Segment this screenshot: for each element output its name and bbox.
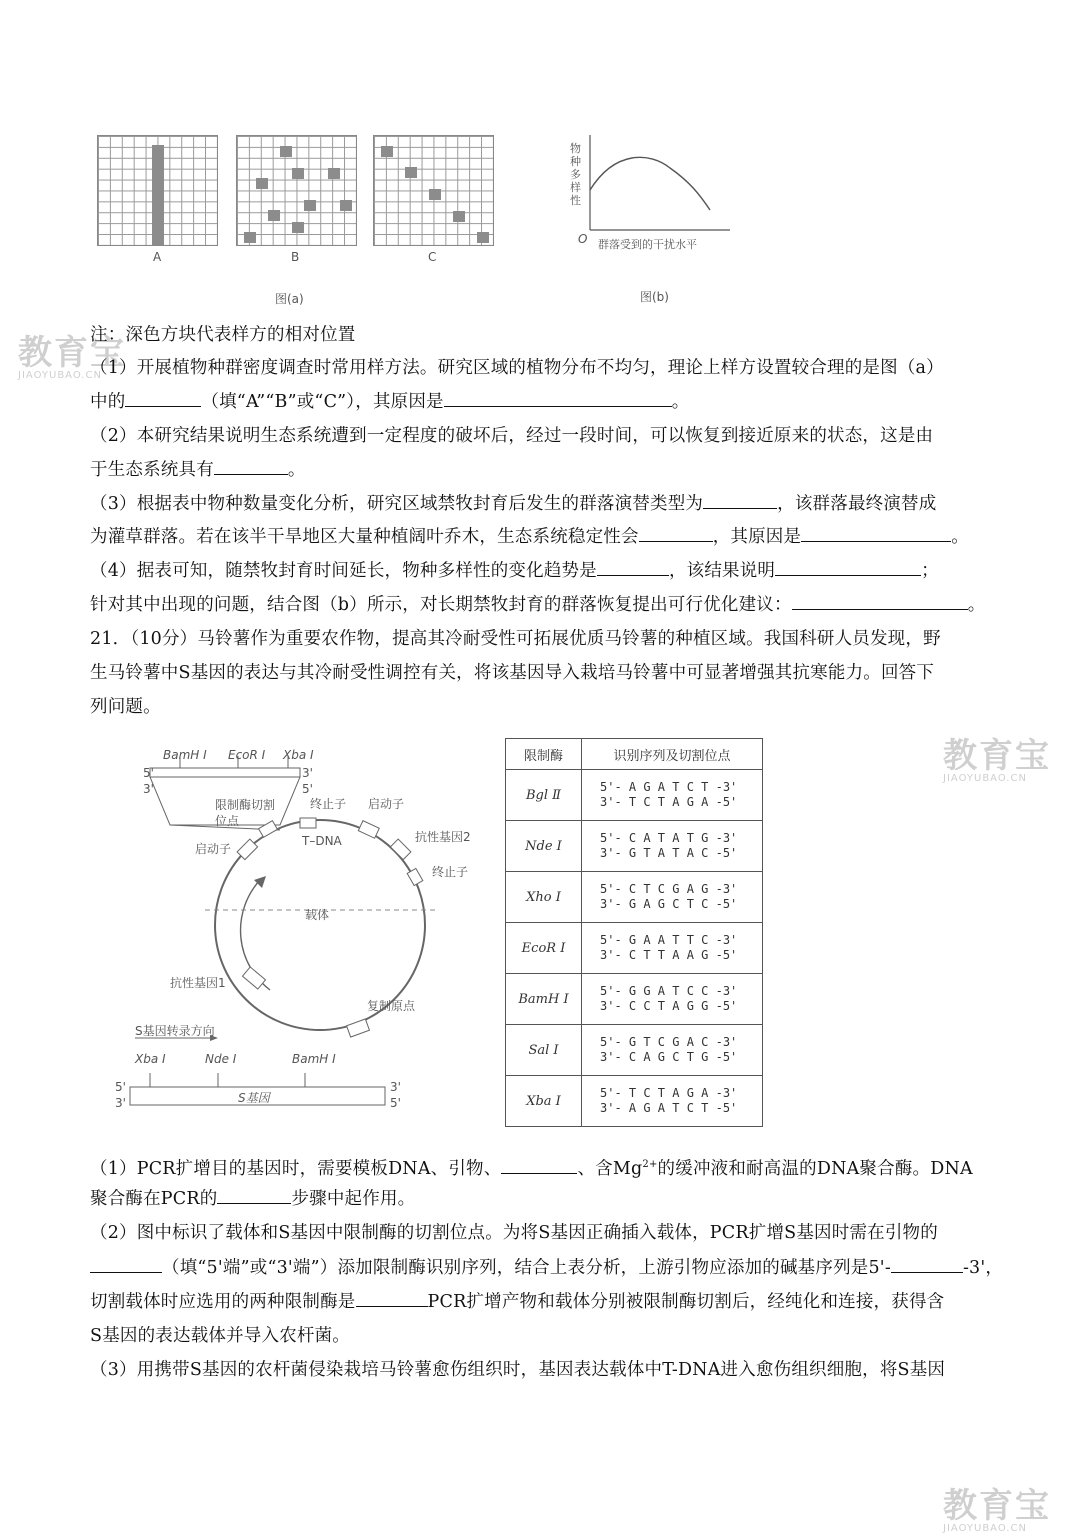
q20-part4-line2: 针对其中出现的问题，结合图（b）所示，对长期禁牧封育的群落恢复提出可行优化建议： 。 — [90, 590, 985, 620]
promoter-box — [358, 821, 379, 839]
grid-a — [97, 135, 218, 246]
label-xba1-s: Xba Ⅰ — [135, 1052, 166, 1066]
vector-dna-strip — [150, 768, 300, 777]
answer-blank[interactable] — [444, 388, 672, 407]
enzyme-sequence: 5'- G G A T C C -3' 3'- C C T A G G -5' — [582, 974, 763, 1025]
q20-part4-line1: （4）据表可知，随禁牧封育时间延长，物种多样性的变化趋势是 ，该结果说明 ； — [90, 556, 939, 586]
enzyme-sequence: 5'- C A T A T G -3' 3'- G T A T A C -5' — [582, 821, 763, 872]
enzyme-sequence: 5'- G A A T T C -3' 3'- C T T A A G -5' — [582, 923, 763, 974]
q21-part2-line4: S基因的表达载体并导入农杆菌。 — [90, 1326, 350, 1346]
sample-square — [405, 167, 417, 178]
figure-b-ylabel: 物种多样性 — [570, 142, 581, 207]
enzyme-name: Sal Ⅰ — [506, 1025, 582, 1076]
terminator-box — [300, 818, 316, 828]
origin-box — [347, 1019, 370, 1037]
answer-blank[interactable] — [703, 490, 777, 509]
sample-square — [244, 232, 256, 243]
table-header-row — [506, 739, 763, 770]
grid-c — [373, 135, 494, 246]
table-row — [506, 974, 763, 1025]
sample-square — [429, 189, 441, 200]
answer-blank[interactable] — [775, 557, 921, 576]
enzyme-name: EcoR Ⅰ — [506, 923, 582, 974]
q21-part2-line1: （2）图中标识了载体和S基因中限制酶的切割位点。为将S基因正确插入载体，PCR扩增S基因时需在引物的 — [90, 1223, 938, 1243]
label-bamh1: BamH Ⅰ — [163, 748, 207, 762]
q21-part2-line3: 切割载体时应选用的两种限制酶是 PCR扩增产物和载体分别被限制酶切割后，经纯化和连接，获得含 — [90, 1287, 944, 1317]
label-3prime: 3' — [143, 782, 154, 796]
table-row — [506, 1025, 763, 1076]
label-promoter: 启动子 — [368, 797, 405, 811]
label-resistance1: 抗性基因1 — [170, 976, 226, 990]
q21-part3-line1: （3）用携带S基因的农杆菌侵染栽培马铃薯愈伤组织时，基因表达载体中T-DNA进入愈伤组织细胞，将S基因 — [90, 1360, 946, 1380]
sample-square — [381, 146, 393, 157]
answer-blank[interactable] — [356, 1288, 428, 1307]
grid-label-a: A — [153, 250, 162, 264]
enzyme-sequence: 5'- G T C G A C -3' 3'- C A G C T G -5' — [582, 1025, 763, 1076]
q20-part1-line1: （1）开展植物种群密度调查时常用样方法。研究区域的植物分布不均匀，理论上样方设置较合理的是图（a） — [90, 358, 944, 378]
label-resistance2: 抗性基因2 — [415, 830, 471, 844]
figure-note: 注：深色方块代表样方的相对位置 — [90, 325, 356, 345]
enzyme-name: Xba Ⅰ — [506, 1076, 582, 1127]
watermark-logo: 教育宝 JIAOYUBAO.CN — [943, 1486, 1051, 1534]
sample-square — [292, 168, 304, 179]
sample-square — [304, 200, 316, 211]
table-row — [506, 770, 763, 821]
header-sequence: 识别序列及切割位点 — [582, 739, 763, 770]
label-sgene-3prime-right: 3' — [390, 1080, 401, 1094]
label-tdna: T–DNA — [302, 834, 342, 848]
figure-b-xlabel: 群落受到的干扰水平 — [598, 238, 697, 251]
sample-square — [453, 211, 465, 222]
label-3prime-right: 3' — [302, 766, 313, 780]
enzyme-sequence: 5'- C T C G A G -3' 3'- G A G C T C -5' — [582, 872, 763, 923]
q21-part1-line1: （1）PCR扩增目的基因时，需要模板DNA、引物、 、含$Mg^{2+}$的缓冲液和耐高温的DNA聚合酶。DNA — [90, 1150, 973, 1184]
label-5prime: 5' — [143, 766, 154, 780]
label-transcription-direction: S基因转录方向 — [135, 1024, 215, 1038]
answer-blank[interactable] — [801, 523, 951, 542]
answer-blank[interactable] — [891, 1254, 963, 1273]
q21-intro-line2: 生马铃薯中S基因的表达与其冷耐受性调控有关，将该基因导入栽培马铃薯中可显著增强其抗寒能力。回答下 — [90, 663, 935, 683]
figure-b-caption: 图(b) — [640, 290, 669, 304]
label-vector: 载体 — [305, 908, 330, 922]
q21-part1-line2: 聚合酶在PCR的 步骤中起作用。 — [90, 1184, 415, 1214]
table-row — [506, 923, 763, 974]
table-row — [506, 872, 763, 923]
enzyme-sequence: 5'- T C T A G A -3' 3'- A G A T C T -5' — [582, 1076, 763, 1127]
q20-part3-line2: 为灌草群落。若在该半干旱地区大量种植阔叶乔木，生态系统稳定性会 ，其原因是 。 — [90, 522, 969, 552]
answer-blank[interactable] — [125, 388, 201, 407]
header-enzyme: 限制酶 — [506, 739, 582, 770]
label-xba1: Xba Ⅰ — [283, 748, 314, 762]
label-sgene-3prime: 3' — [115, 1096, 126, 1110]
q20-part1-line2: 中的 （填“A”“B”或“C”），其原因是 。 — [90, 387, 689, 417]
answer-blank[interactable] — [217, 1185, 291, 1204]
q21-intro-line3: 列问题。 — [90, 697, 161, 717]
grid-b — [236, 135, 357, 246]
label-nde1-s: Nde Ⅰ — [205, 1052, 237, 1066]
sample-square — [477, 232, 489, 243]
label-cut-site: 限制酶切割位点 — [215, 798, 276, 828]
enzyme-name: Bgl Ⅱ — [506, 770, 582, 821]
q20-part2-line1: （2）本研究结果说明生态系统遭到一定程度的破坏后，经过一段时间，可以恢复到接近原来的状态，这是由 — [90, 426, 934, 446]
resistance1-box — [242, 967, 265, 989]
answer-blank[interactable] — [214, 456, 288, 475]
answer-blank[interactable] — [792, 591, 968, 610]
sample-square — [268, 210, 280, 221]
label-sgene-5prime-right: 5' — [390, 1096, 401, 1110]
grid-label-b: B — [291, 250, 300, 264]
enzyme-sequence: 5'- A G A T C T -3' 3'- T C T A G A -5' — [582, 770, 763, 821]
watermark-logo: 教育宝 JIAOYUBAO.CN — [18, 333, 126, 381]
figure-b-origin: O — [578, 232, 588, 246]
label-sgene-5prime: 5' — [115, 1080, 126, 1094]
diversity-curve — [590, 157, 710, 210]
sample-strip — [152, 145, 164, 245]
enzyme-table — [505, 738, 763, 1127]
enzyme-name: Xho Ⅰ — [506, 872, 582, 923]
enzyme-name: Nde Ⅰ — [506, 821, 582, 872]
answer-blank[interactable] — [501, 1155, 577, 1174]
watermark-logo: 教育宝 JIAOYUBAO.CN — [943, 736, 1051, 784]
label-sgene: S基因 — [238, 1091, 270, 1105]
sample-square — [292, 222, 304, 233]
answer-blank[interactable] — [639, 523, 713, 542]
figure-a-caption: 图(a) — [275, 292, 304, 306]
table-row — [506, 1076, 763, 1127]
sample-square — [340, 200, 352, 211]
sample-square — [256, 178, 268, 189]
label-terminator2: 终止子 — [432, 865, 469, 879]
enzyme-name: BamH Ⅰ — [506, 974, 582, 1025]
table-row — [506, 821, 763, 872]
answer-blank[interactable] — [597, 557, 669, 576]
q21-part2-line2: （填“5'端”或“3'端”）添加限制酶识别序列，结合上表分析，上游引物应添加的碱基序列是5'- -3'， — [90, 1253, 1003, 1283]
grid-label-c: C — [428, 250, 437, 264]
answer-blank[interactable] — [90, 1254, 162, 1273]
label-5prime-right: 5' — [302, 782, 313, 796]
label-terminator: 终止子 — [310, 797, 347, 811]
label-bamh1-s: BamH Ⅰ — [292, 1052, 336, 1066]
label-ecor1: EcoR Ⅰ — [228, 748, 266, 762]
sample-square — [328, 168, 340, 179]
sample-square — [280, 146, 292, 157]
label-origin: 复制原点 — [367, 999, 416, 1013]
q20-part3-line1: （3）根据表中物种数量变化分析，研究区域禁牧封育后发生的群落演替类型为 ，该群落最终演替成 — [90, 489, 936, 519]
label-promoter-left: 启动子 — [195, 842, 232, 856]
resistance2-box — [390, 839, 411, 860]
q21-intro-line1: 21．（10分）马铃薯作为重要农作物，提高其冷耐受性可拓展优质马铃薯的种植区域。我国科研人员发现，野 — [90, 629, 941, 649]
q20-part2-line2: 于生态系统具有 。 — [90, 455, 306, 485]
